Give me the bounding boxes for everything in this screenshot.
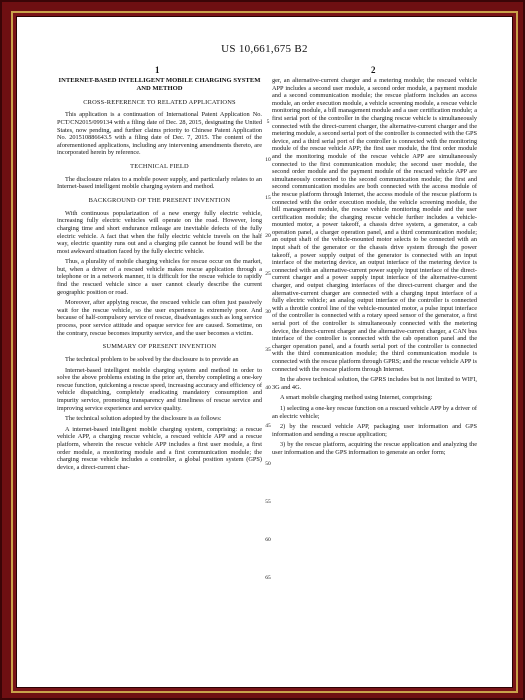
paragraph-summary-3: The technical solution adopted by the disclosure is as follows: [65, 415, 222, 423]
column-number-left: 1 [155, 65, 160, 75]
right-column [272, 77, 477, 460]
line-number: 50 [265, 461, 271, 467]
paragraph-right-4: 1) selecting a one-key rescue function on a rescued vehicle APP by a driver of an electric vehicle; [272, 404, 477, 420]
line-number: 5 [266, 119, 270, 125]
left-column [57, 77, 262, 474]
paragraph-right-3: A smart mobile charging method using Internet, comprising: [280, 394, 433, 402]
paragraph-cross-reference: This application is a continuation of International Patent Application No. PCT/CN2015/099134 with a filing date of Dec. 28, 2015, designating the United States, now pending, and further claims priority to Chinese Patent Application No. 201510886643.5 with a filing date of Dec. 7, 2015. The content of the aforementioned applications, including any intervening amendments thereto, are incorporated herein by reference. [57, 111, 262, 157]
line-number: 40 [265, 385, 271, 391]
paragraph-background-3: Moreover, after applying rescue, the rescued vehicle can often just passively wait for the rescue vehicle, so the user experience is extremely poor. And because of half-compulsory service of rescue, disadvantages such as long service process, poor service attitude and opaque service fee are caused. Sometime, on the contrary, rescue becomes impurity service, and the user becomes a victim. [57, 299, 262, 337]
heading-summary: SUMMARY OF PRESENT INVENTION [102, 343, 217, 351]
line-number: 30 [265, 309, 271, 315]
heading-background: BACKGROUND OF THE PRESENT INVENTION [88, 196, 231, 204]
paragraph-summary-4: A internet-based intelligent mobile charging system, comprising: a rescue vehicle APP, a charging rescue vehicle, a rescued vehicle APP and a rescue platform, wherein the rescue vehicle APP includes a first user module, a first order module, a monitoring module and a first communication module; the charging rescue vehicle includes a controller, a global position system (GPS) device, a direct-current char- [57, 425, 262, 471]
line-number: 10 [265, 157, 271, 163]
paragraph-technical-field: The disclosure relates to a mobile power supply, and particularly relates to an Internet-based intelligent mobile charging system and method. [57, 175, 262, 191]
column-number-right: 2 [371, 65, 376, 75]
paragraph-right-2: In the above technical solution, the GPRS includes but is not limited to WIFI, 3G and 4G. [272, 376, 477, 391]
document-title: INTERNET-BASED INTELLIGENT MOBILE CHARGING SYSTEM AND METHOD [58, 77, 261, 92]
line-number: 20 [265, 233, 271, 239]
paragraph-right-6: 3) by the rescue platform, acquiring the rescue application and analyzing the user information and the GPS information to generate an order form; [272, 441, 477, 456]
line-number: 45 [265, 423, 271, 429]
paragraph-background-2: Thus, a plurality of mobile charging vehicles for rescue occur on the market, but, when a driver of a rescued vehicle makes rescue application through a telephone or in a network manner, it is difficult for the rescue vehicle to rapidly find the rescued vehicle since a user cannot clearly describe the current geographic position or road. [57, 258, 262, 296]
patent-number: US 10,661,675 B2 [221, 43, 308, 55]
heading-cross-reference: CROSS-REFERENCE TO RELATED APPLICATIONS [83, 98, 236, 106]
line-number: 25 [265, 271, 271, 277]
line-number: 35 [265, 347, 271, 353]
line-number: 65 [265, 575, 271, 581]
paragraph-right-1: ger, an alternative-current charger and a metering module; the rescued vehicle APP includes a second user module, a second order module, a payment module and a second communication module; the rescue platform includes an access module, an order execution module, a vehicle screening module, a rescue vehicle monitoring module, a bill management module and a user certification module; a first serial port of the controller in the charging rescue vehicle is simultaneously connected with the direct-current charger, the alternative-current charger and the metering module, a second serial port of the controller is connected with the GPS device, and a third serial port of the controller is connected with the monitoring module of the rescue vehicle APP; the first user module, the first order module and the monitoring module of the rescue vehicle APP are simultaneously connected to the first communication module; the second user module, the second order module and the payment module of the rescued vehicle APP are simultaneously connected to the second communication module; the first and second communication modules are both connected with the access module of the rescue platform through Internet, the access module of the rescue platform is connected with the order execution module, the vehicle screening module, the bill management module, the rescue vehicle monitoring module and the user certification module; the charging rescue vehicle further includes a vehicle-mounted motor, a power takeoff, a chassis drive system, a generator, a cab operation panel, a charger operation panel, and a third communication module; an output shaft of the vehicle-mounted motor selects to be connected with an input shaft of the generator or the chassis drive system through the power takeoff, a power supply output of the generator is connected with an input interface of the metering device, an output interface of the metering device is connected with an alternative-current power supply input interface of the direct-current charger and a power supply input interface of the alternative-current charger, and output charging interfaces of the direct-current charger and the alternative-current charger are connected with a charging input interface of a fully electric vehicle; an analog output interface of the controller is connected with a throttle control line of the vehicle-mounted motor, a pulse input interface of the controller is connected with a rotary speed sensor of the generator, a first serial port of the controller is simultaneously connected with the metering device, the direct-current charger and the alternative-current charger, a CAN bus interface of the controller is connected with the cab operation panel and the charger operation panel, and a fourth serial port of the controller is connected with the third communication module; the third communication module is connected with the rescue platform through GPRS; and the rescue vehicle APP is connected with the rescue platform through Internet. [272, 77, 477, 373]
paragraph-background-1: With continuous popularization of a new energy fully electric vehicle, increasing fully electric vehicles will operate on the road. However, long charging time and short endurance mileage are inevitable defects of the fully electric vehicle. A fact that when the fully electric vehicle travels on the half way, electric quantity runs out and a charging pile cannot be found will be the most awkward situation faced by the fully electric vehicle. [57, 209, 262, 255]
line-number: 15 [265, 195, 271, 201]
paragraph-right-5: 2) by the rescued vehicle APP, packaging user information and GPS information and sending a rescue application; [272, 423, 477, 438]
paragraph-summary-2: Internet-based intelligent mobile charging system and method in order to solve the above problems existing in the prior art, thereby completing a one-key rescue function, quickening a rescue speed, increasing accuracy and efficiency of vehicle dispatching, completely eradicating mandatory consumption and impurity service, promoting transparency and timeliness of rescue service and improving service experience and service quality. [57, 366, 262, 412]
patent-page [21, 21, 508, 683]
line-number: 55 [265, 499, 271, 505]
heading-technical-field: TECHNICAL FIELD [130, 162, 189, 170]
paragraph-summary-1: The technical problem to be solved by the disclosure is to provide an [65, 356, 239, 364]
line-number: 60 [265, 537, 271, 543]
